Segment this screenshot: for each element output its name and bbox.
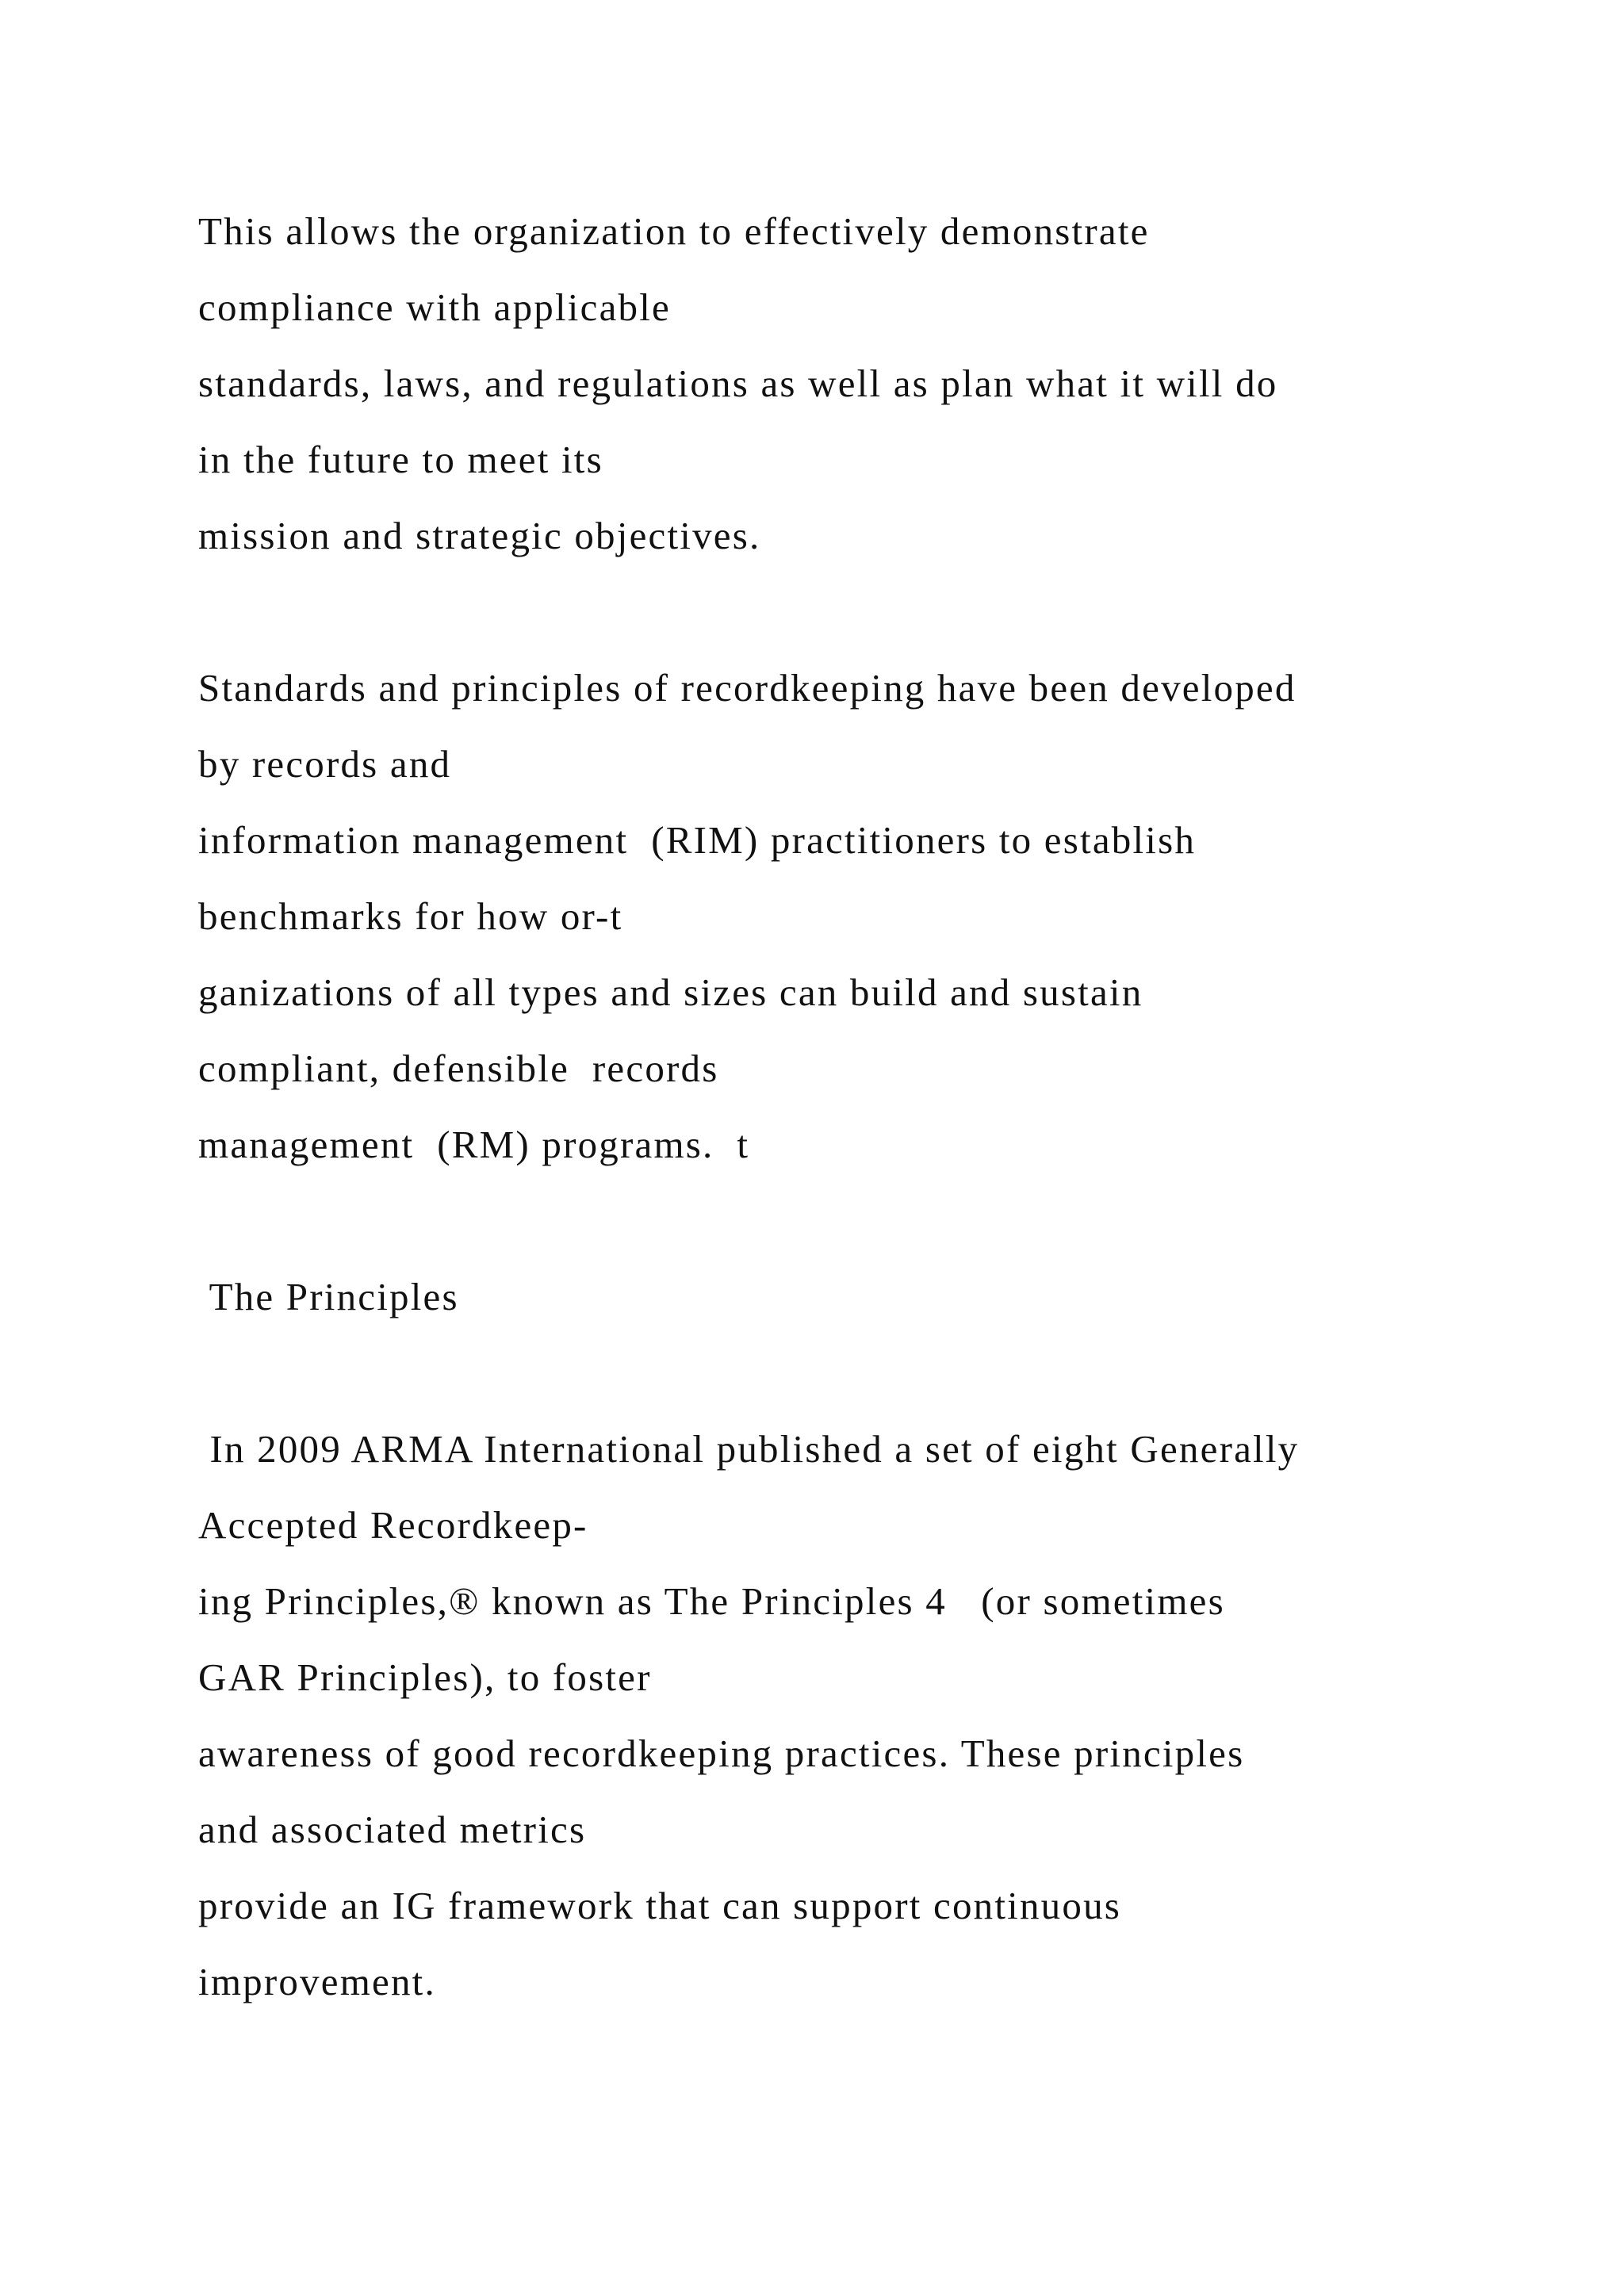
text-line: management (RM) programs. t [198, 1123, 750, 1166]
paragraph-compliance [198, 193, 1499, 574]
text-line: improvement. [198, 1960, 436, 2003]
paragraph-spacer [198, 1183, 1499, 1259]
section-heading: The Principles [198, 1275, 459, 1318]
text-line: awareness of good recordkeeping practices. These principles [198, 1732, 1245, 1775]
text-line: and associated metrics [198, 1808, 587, 1851]
text-line: by records and [198, 742, 452, 786]
text-line: standards, laws, and regulations as well as plan what it will do [198, 362, 1278, 405]
text-line: benchmarks for how or-t [198, 894, 623, 938]
paragraph-standards [198, 650, 1499, 1183]
text-line: Accepted Recordkeep- [198, 1503, 588, 1547]
text-line: information management (RIM) practitioners to establish [198, 818, 1197, 862]
paragraph-arma-principles [198, 1411, 1499, 2020]
paragraph-spacer [198, 1335, 1499, 1411]
text-line: In 2009 ARMA International published a set of eight Generally [198, 1427, 1300, 1471]
text-line: ing Principles,® known as The Principles 4 (or sometimes [198, 1579, 1225, 1623]
text-line: mission and strategic objectives. [198, 514, 761, 557]
text-line: ganizations of all types and sizes can build and sustain [198, 970, 1143, 1014]
text-line: GAR Principles), to foster [198, 1655, 652, 1699]
text-line: in the future to meet its [198, 438, 603, 481]
text-line: provide an IG framework that can support continuous [198, 1884, 1122, 1927]
text-line: compliance with applicable [198, 285, 671, 329]
text-line: This allows the organization to effectively demonstrate [198, 209, 1150, 253]
text-line: Standards and principles of recordkeeping have been developed [198, 666, 1297, 710]
text-line: compliant, defensible records [198, 1047, 719, 1090]
paragraph-spacer [198, 574, 1499, 650]
document-body [198, 193, 1499, 2020]
